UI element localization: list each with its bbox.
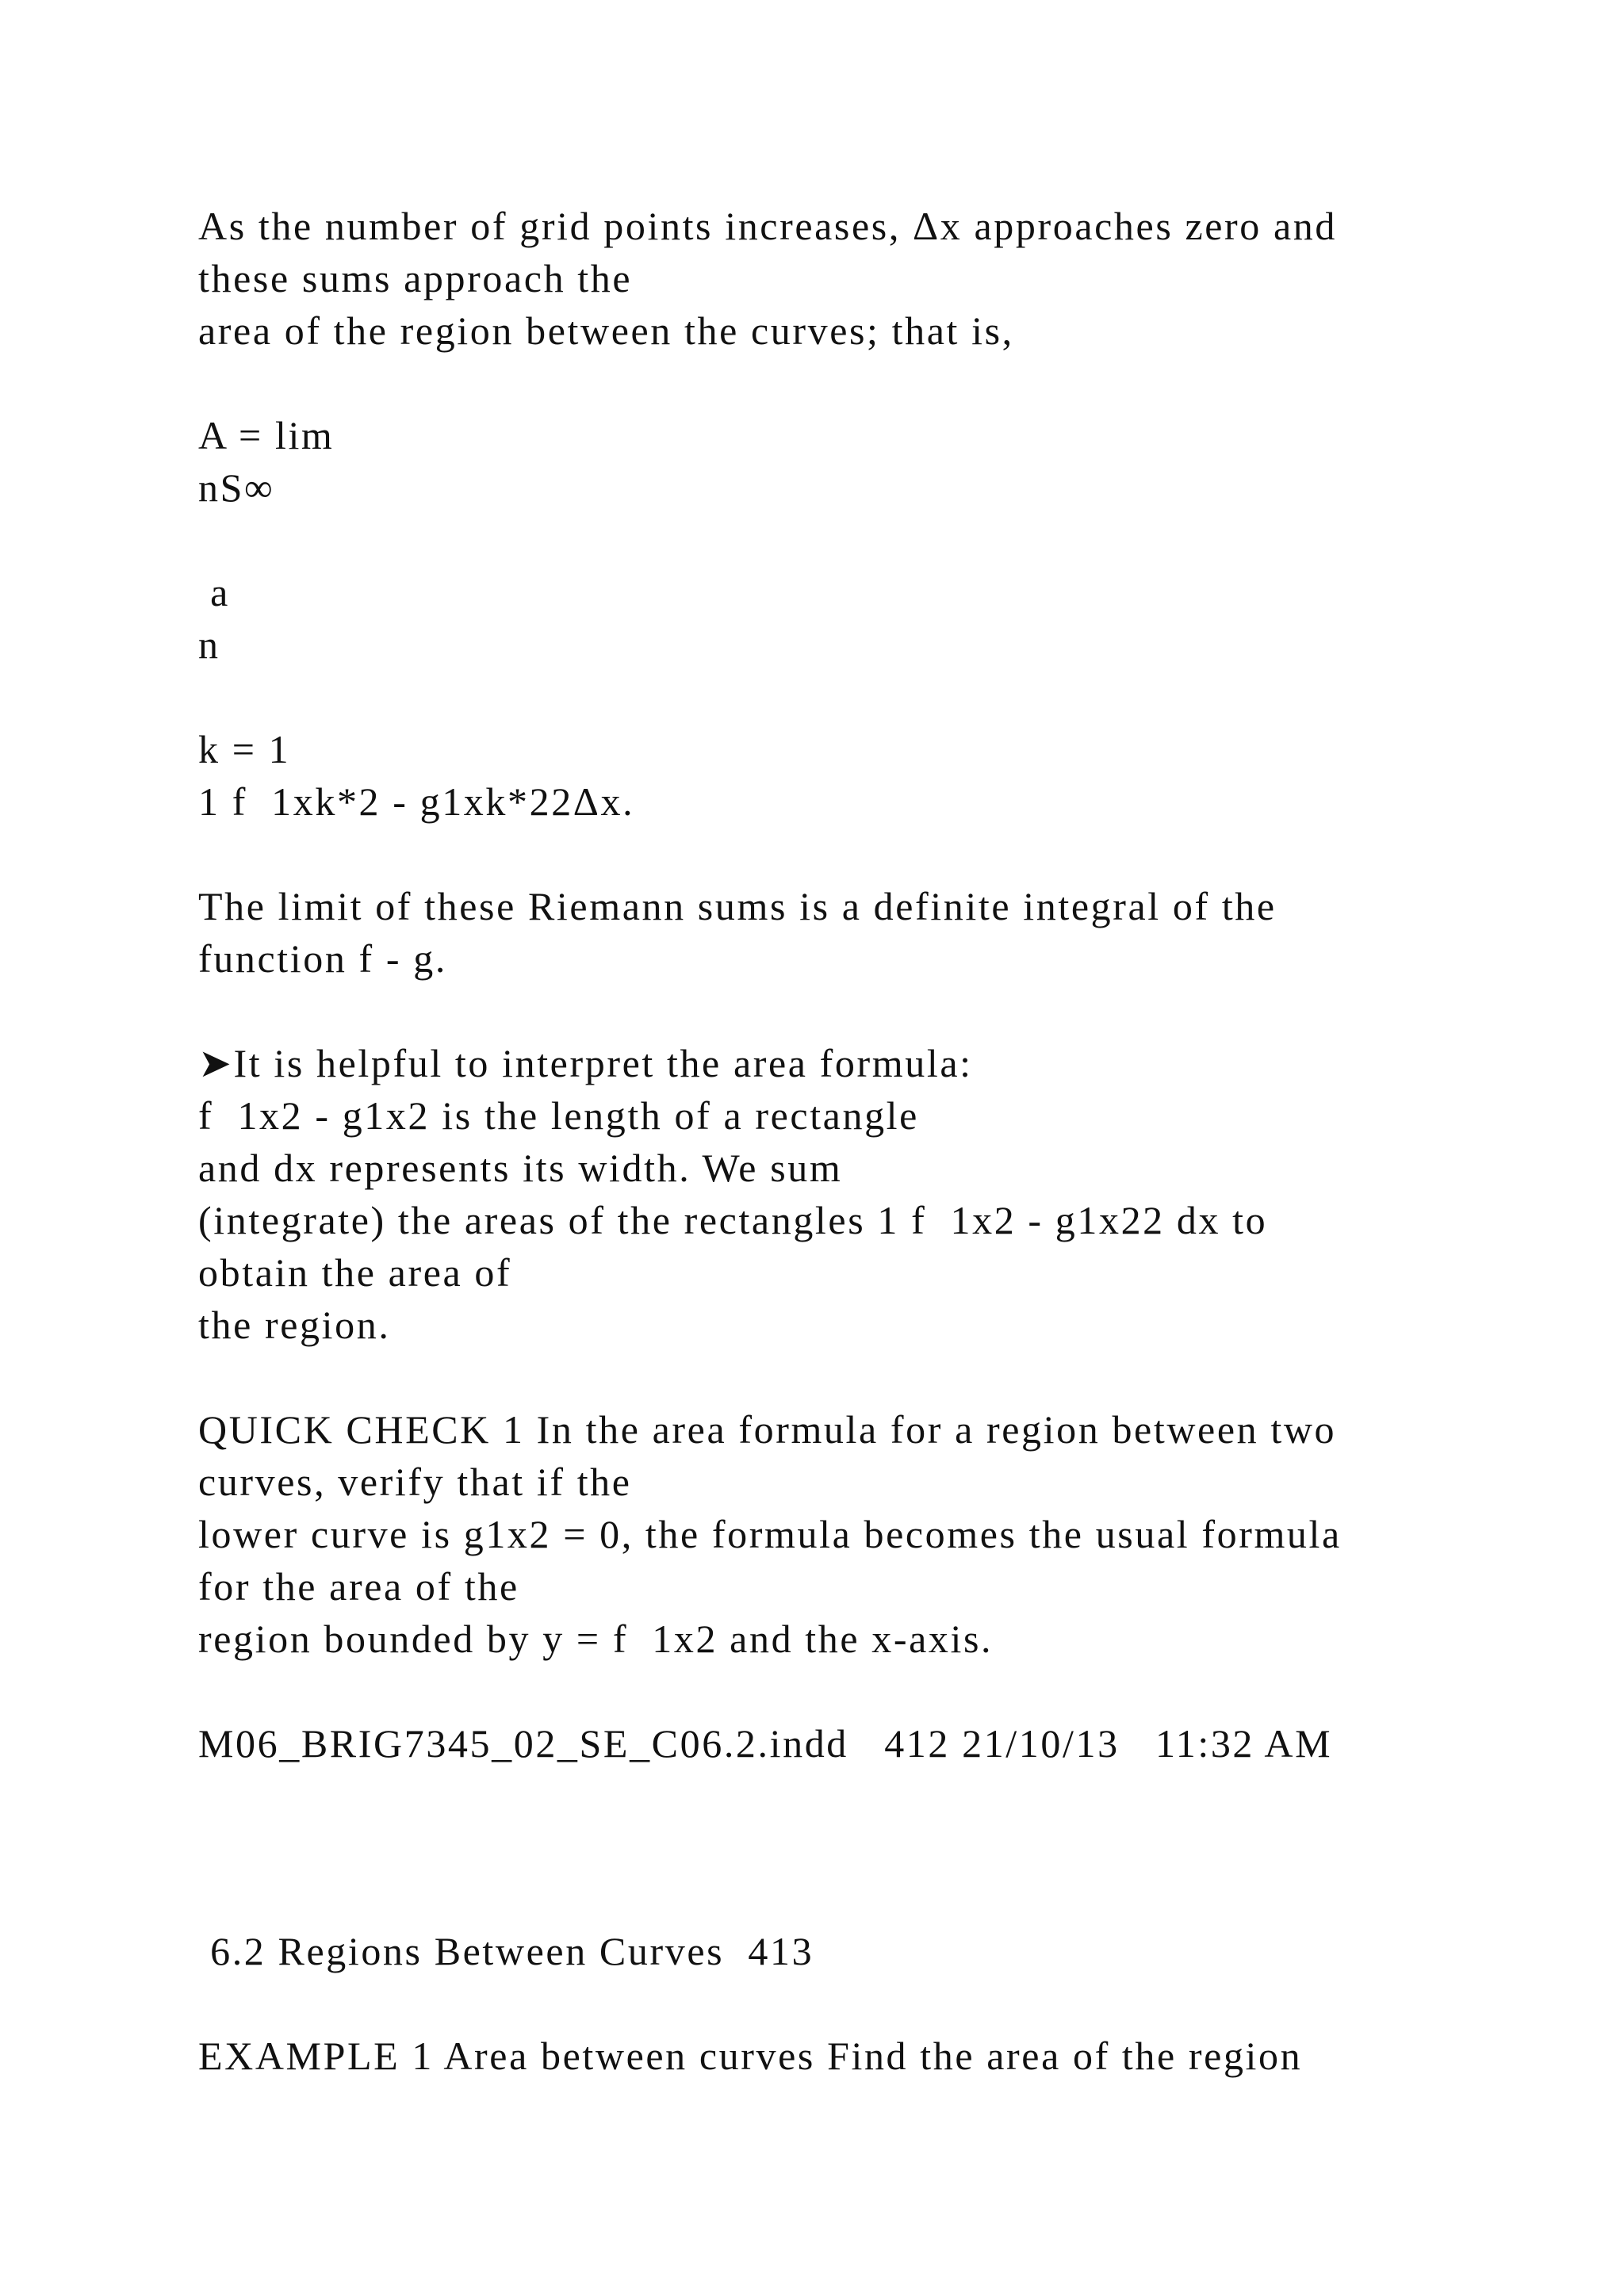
quick-check-line: QUICK CHECK 1 In the area formula for a region between two (198, 1407, 1337, 1452)
quick-check-line: region bounded by y = f 1x2 and the x-axis. (198, 1617, 994, 1661)
formula-line: 1 f 1xk*2 - g1xk*22Δx. (198, 779, 635, 824)
text-line: The limit of these Riemann sums is a definite integral of the (198, 884, 1277, 928)
margin-note-line: (integrate) the areas of the rectangles 1 f 1x2 - g1x22 dx to (198, 1198, 1268, 1242)
file-footer-line: M06_BRIG7345_02_SE_C06.2.indd 412 21/10/13 11:32 AM (198, 1721, 1333, 1766)
text-line: these sums approach the (198, 256, 633, 300)
margin-note-line: and dx represents its width. We sum (198, 1146, 843, 1190)
margin-note-line: ➤It is helpful to interpret the area formula: (198, 1041, 973, 1085)
formula-line: k = 1 (198, 727, 291, 771)
quick-check-line: lower curve is g1x2 = 0, the formula becomes the usual formula (198, 1512, 1342, 1556)
running-header: 6.2 Regions Between Curves 413 (198, 1929, 814, 1973)
formula-line: A = lim (198, 413, 335, 457)
quick-check-line: for the area of the (198, 1564, 519, 1609)
text-line: function f - g. (198, 936, 447, 981)
margin-note-line: f 1x2 - g1x2 is the length of a rectangle (198, 1093, 919, 1138)
formula-line: nS∞ (198, 465, 275, 510)
text-line: area of the region between the curves; that is, (198, 308, 1014, 353)
example-heading-line: EXAMPLE 1 Area between curves Find the area of the region (198, 2034, 1303, 2078)
quick-check-line: curves, verify that if the (198, 1460, 632, 1504)
formula-line: a (198, 570, 230, 614)
margin-note-line: obtain the area of (198, 1250, 512, 1295)
formula-line: n (198, 622, 220, 667)
text-line: As the number of grid points increases, Δx approaches zero and (198, 204, 1338, 248)
margin-note-line: the region. (198, 1303, 391, 1347)
